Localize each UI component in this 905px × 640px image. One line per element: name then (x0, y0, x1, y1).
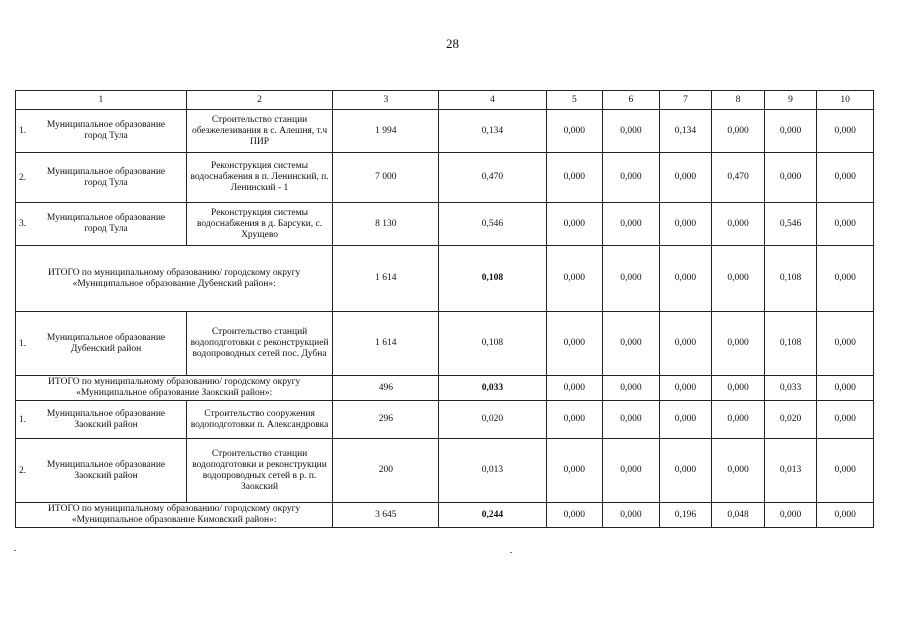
row-number: 1. (19, 338, 27, 349)
header-cell: 10 (817, 91, 874, 110)
value-cell-c6: 0,000 (603, 401, 660, 439)
header-cell: 6 (603, 91, 660, 110)
value-cell-c8: 0,000 (712, 439, 765, 503)
value-cell-c6: 0,000 (603, 246, 660, 312)
municipality-name: Муниципальное образование город Тула (46, 166, 166, 188)
municipality-cell (16, 203, 187, 246)
scan-speck (510, 552, 512, 553)
value-cell-c3: 296 (333, 401, 439, 439)
project-cell: Реконструкция системы водоснабжения в п. Ленинский, п. Ленинский - 1 (186, 153, 333, 203)
header-cell: 8 (712, 91, 765, 110)
value-cell-c3: 496 (333, 376, 439, 401)
value-cell-c5: 0,000 (546, 246, 603, 312)
header-cell: 7 (659, 91, 712, 110)
page-number: 28 (446, 36, 459, 51)
scan-speck (14, 550, 16, 551)
row-number: 1. (19, 126, 27, 137)
header-cell: 1 (16, 91, 187, 110)
value-cell-c6: 0,000 (603, 376, 660, 401)
value-cell-c7: 0,000 (659, 203, 712, 246)
value-cell-c5: 0,000 (546, 503, 603, 528)
value-cell-c8: 0,000 (712, 246, 765, 312)
value-cell-c8: 0,000 (712, 110, 765, 153)
value-cell-c9: 0,000 (764, 110, 817, 153)
header-cell: 3 (333, 91, 439, 110)
value-cell-c9: 0,020 (764, 401, 817, 439)
value-cell-c8: 0,470 (712, 153, 765, 203)
value-cell-c5: 0,000 (546, 203, 603, 246)
report-table (15, 90, 874, 528)
value-cell-c7: 0,000 (659, 246, 712, 312)
municipality-name: Муниципальное образование Заокский район (46, 408, 166, 430)
municipality-cell (16, 153, 187, 203)
value-cell-c3: 1 994 (333, 110, 439, 153)
value-cell-c4: 0,134 (439, 110, 546, 153)
row-number: 1. (19, 414, 27, 425)
project-cell: Строительство станции водоподготовки и реконструкции водопроводных сетей в р. п. Заокский (186, 439, 333, 503)
value-cell-c6: 0,000 (603, 153, 660, 203)
value-cell-c3: 7 000 (333, 153, 439, 203)
value-cell-c8: 0,000 (712, 312, 765, 376)
municipality-cell (16, 312, 187, 376)
value-cell-c9: 0,108 (764, 312, 817, 376)
value-cell-c4: 0,244 (439, 503, 546, 528)
row-number: 2. (19, 172, 27, 183)
value-cell-c10: 0,000 (817, 503, 874, 528)
value-cell-c4: 0,470 (439, 153, 546, 203)
municipality-name: Муниципальное образование Дубенский район (46, 332, 166, 354)
total-row (16, 246, 874, 312)
row-number: 2. (19, 465, 27, 476)
value-cell-c4: 0,033 (439, 376, 546, 401)
value-cell-c8: 0,048 (712, 503, 765, 528)
table-row (16, 312, 874, 376)
value-cell-c4: 0,020 (439, 401, 546, 439)
value-cell-c6: 0,000 (603, 439, 660, 503)
value-cell-c9: 0,033 (764, 376, 817, 401)
row-number: 3. (19, 219, 27, 230)
value-cell-c4: 0,108 (439, 312, 546, 376)
value-cell-c6: 0,000 (603, 312, 660, 376)
municipality-cell (16, 401, 187, 439)
value-cell-c8: 0,000 (712, 203, 765, 246)
value-cell-c7: 0,000 (659, 401, 712, 439)
value-cell-c3: 8 130 (333, 203, 439, 246)
value-cell-c7: 0,000 (659, 376, 712, 401)
project-cell: Строительство станций водоподготовки с реконструкцией водопроводных сетей пос. Дубна (186, 312, 333, 376)
value-cell-c6: 0,000 (603, 203, 660, 246)
value-cell-c4: 0,108 (439, 246, 546, 312)
value-cell-c5: 0,000 (546, 376, 603, 401)
value-cell-c9: 0,108 (764, 246, 817, 312)
value-cell-c3: 1 614 (333, 246, 439, 312)
total-label: ИТОГО по муниципальному образованию/ городскому округу «Муниципальное образование Заокский район»: (16, 376, 333, 401)
value-cell-c7: 0,000 (659, 312, 712, 376)
header-cell: 2 (186, 91, 333, 110)
total-row (16, 376, 874, 401)
value-cell-c9: 0,000 (764, 503, 817, 528)
table-row (16, 401, 874, 439)
value-cell-c8: 0,000 (712, 401, 765, 439)
value-cell-c8: 0,000 (712, 376, 765, 401)
value-cell-c7: 0,000 (659, 153, 712, 203)
value-cell-c9: 0,546 (764, 203, 817, 246)
value-cell-c5: 0,000 (546, 401, 603, 439)
value-cell-c5: 0,000 (546, 439, 603, 503)
value-cell-c3: 1 614 (333, 312, 439, 376)
municipality-name: Муниципальное образование город Тула (46, 120, 166, 141)
municipality-cell (16, 110, 187, 153)
value-cell-c10: 0,000 (817, 203, 874, 246)
total-label: ИТОГО по муниципальному образованию/ городскому округу «Муниципальное образование Дубенский район»: (16, 246, 333, 312)
table-row (16, 203, 874, 246)
value-cell-c6: 0,000 (603, 110, 660, 153)
value-cell-c9: 0,013 (764, 439, 817, 503)
value-cell-c10: 0,000 (817, 439, 874, 503)
header-cell: 4 (439, 91, 546, 110)
value-cell-c10: 0,000 (817, 312, 874, 376)
total-row (16, 503, 874, 528)
value-cell-c9: 0,000 (764, 153, 817, 203)
value-cell-c10: 0,000 (817, 110, 874, 153)
value-cell-c5: 0,000 (546, 110, 603, 153)
table-row (16, 153, 874, 203)
value-cell-c7: 0,134 (659, 110, 712, 153)
project-cell: Строительство сооружения водоподготовки п. Александровка (186, 401, 333, 439)
value-cell-c7: 0,000 (659, 439, 712, 503)
value-cell-c5: 0,000 (546, 153, 603, 203)
value-cell-c3: 3 645 (333, 503, 439, 528)
value-cell-c4: 0,546 (439, 203, 546, 246)
header-row (16, 91, 874, 110)
value-cell-c5: 0,000 (546, 312, 603, 376)
value-cell-c6: 0,000 (603, 503, 660, 528)
municipality-name: Муниципальное образование город Тула (46, 213, 166, 234)
value-cell-c3: 200 (333, 439, 439, 503)
municipality-name: Муниципальное образование Заокский район (46, 459, 166, 481)
value-cell-c10: 0,000 (817, 153, 874, 203)
value-cell-c10: 0,000 (817, 376, 874, 401)
project-cell: Реконструкция системы водоснабжения в д. Барсуки, с. Хрущево (186, 203, 333, 246)
value-cell-c10: 0,000 (817, 401, 874, 439)
value-cell-c10: 0,000 (817, 246, 874, 312)
table-row (16, 110, 874, 153)
header-cell: 5 (546, 91, 603, 110)
project-cell: Строительство станции обезжелезивания в с. Алешня, т.ч ПИР (186, 110, 333, 153)
total-label: ИТОГО по муниципальному образованию/ городскому округу «Муниципальное образование Кимовский район»: (16, 503, 333, 528)
municipality-cell (16, 439, 187, 503)
table-row (16, 439, 874, 503)
value-cell-c7: 0,196 (659, 503, 712, 528)
header-cell: 9 (764, 91, 817, 110)
value-cell-c4: 0,013 (439, 439, 546, 503)
